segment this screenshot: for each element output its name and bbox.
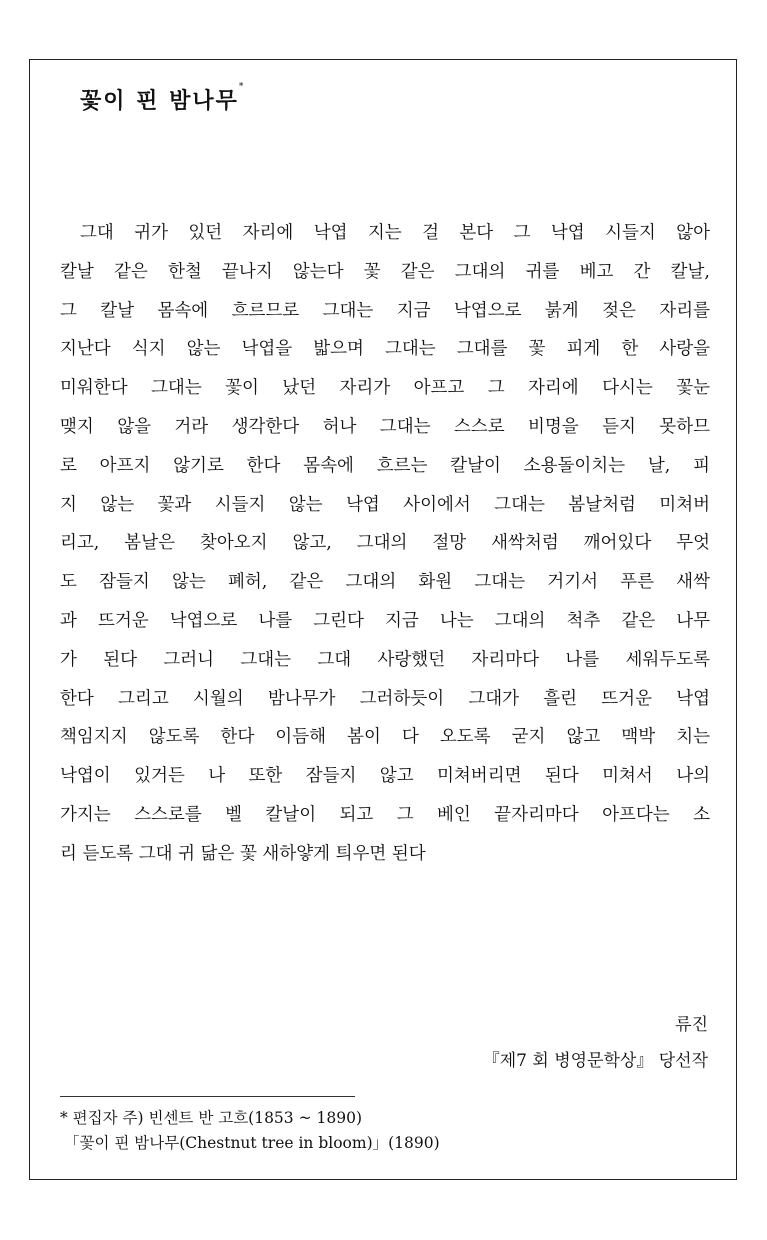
- footnote-line: 「꽃이 핀 밤나무(Chestnut tree in bloom)」(1890): [64, 1134, 440, 1152]
- poem-line: 리 듣도록 그대 귀 닮은 꽃 새하얗게 틔우면 된다: [60, 843, 426, 864]
- poem-title: [80, 84, 243, 115]
- poem-line: 그 칼날 몸속에 흐르므로 그대는 지금 낙엽으로 붉게 젖은 자리를: [60, 300, 710, 321]
- footnote-marker: *: [238, 82, 244, 92]
- footnote-divider: [60, 1096, 355, 1097]
- poem-line: 그대 귀가 있던 자리에 낙엽 지는 걸 본다 그 낙엽 시들지 않아: [80, 223, 710, 243]
- poem-line: 가 된다 그러니 그대는 그대 사랑했던 자리마다 나를 세워두도록: [60, 649, 710, 670]
- award-citation: 『제7 회 병영문학상』 당선작: [482, 1051, 708, 1071]
- poem-line: 로 아프지 않기로 한다 몸속에 흐르는 칼날이 소용돌이치는 날, 피: [60, 455, 710, 476]
- poem-line: 과 뜨거운 낙엽으로 나를 그린다 지금 나는 그대의 척추 같은 나무: [60, 610, 710, 631]
- poem-body: [60, 221, 710, 881]
- poem-line: 지 않는 꽃과 시들지 않는 낙엽 사이에서 그대는 봄날처럼 미쳐버: [60, 494, 710, 515]
- poem-line: 칼날 같은 한철 끝나지 않는다 꽃 같은 그대의 귀를 베고 간 칼날,: [60, 261, 710, 282]
- poem-line: 가지는 스스로를 벨 칼날이 되고 그 베인 끝자리마다 아프다는 소: [60, 804, 710, 825]
- author-name: 류진: [675, 1015, 708, 1035]
- poem-line: 지난다 식지 않는 낙엽을 밟으며 그대는 그대를 꽃 피게 한 사랑을: [60, 339, 710, 360]
- poem-title-text: 꽃이 핀 밤나무: [80, 88, 239, 114]
- poem-line: 미워한다 그대는 꽃이 났던 자리가 아프고 그 자리에 다시는 꽃눈: [60, 378, 710, 399]
- poem-line: 책임지지 않도록 한다 이듬해 봄이 다 오도록 굳지 않고 맥박 치는: [60, 727, 710, 748]
- poem-line: 도 잠들지 않는 폐허, 같은 그대의 화원 그대는 거기서 푸른 새싹: [60, 572, 710, 593]
- poem-line: 낙엽이 있거든 나 또한 잠들지 않고 미쳐버리면 된다 미쳐서 나의: [60, 766, 710, 787]
- footnote-line: * 편집자 주) 빈센트 반 고흐(1853 ~ 1890): [60, 1109, 362, 1127]
- poem-line: 맺지 않을 거라 생각한다 허나 그대는 스스로 비명을 듣지 못하므: [60, 416, 710, 437]
- poem-line: 한다 그리고 시월의 밤나무가 그러하듯이 그대가 흘린 뜨거운 낙엽: [60, 688, 710, 709]
- poem-line: 리고, 봄날은 찾아오지 않고, 그대의 절망 새싹처럼 깨어있다 무엇: [60, 533, 710, 554]
